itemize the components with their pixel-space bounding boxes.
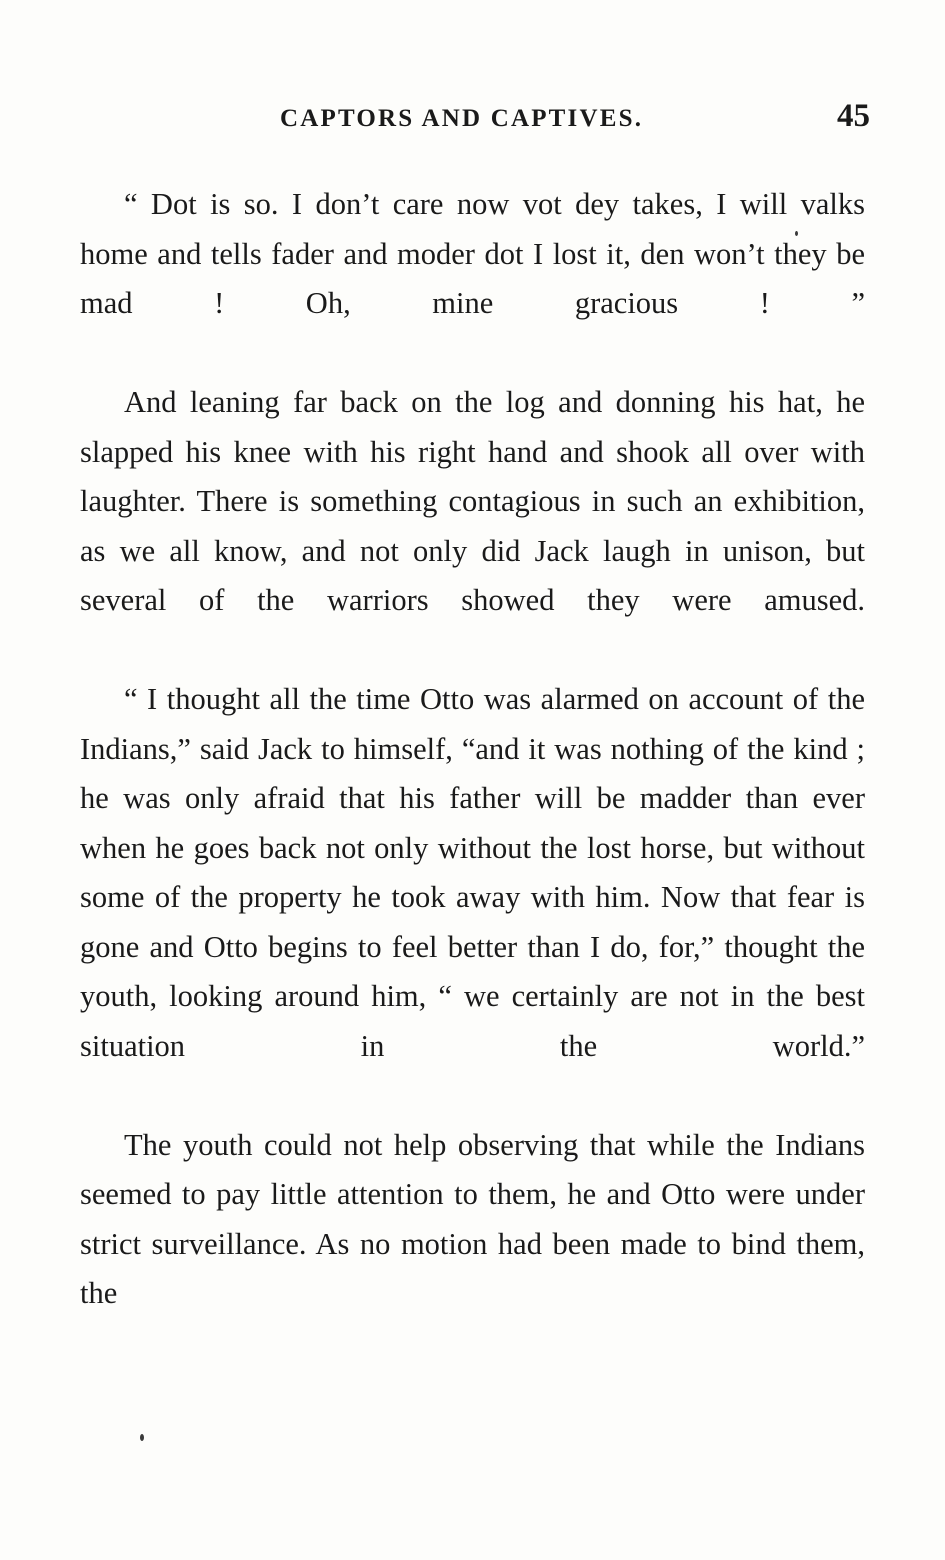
page-header — [80, 100, 870, 133]
print-speck — [795, 231, 798, 236]
running-head: CAPTORS AND CAPTIVES. — [280, 105, 644, 132]
paragraph: The youth could not help observing that while the Indians seemed to pay little attention to them, he and Otto were under strict surveillance. As no motion had been made to bind them, the — [80, 1127, 865, 1310]
print-speck — [140, 1434, 144, 1441]
body-text — [80, 180, 865, 1368]
page-number: 45 — [837, 98, 870, 134]
paragraph: “ Dot is so. I don’t care now vot dey takes, I will valks home and tells fader and moder dot I lost it, den won’t they be mad ! Oh, mine gracious ! ” — [80, 187, 865, 320]
paragraph: And leaning far back on the log and donning his hat, he slapped his knee with his right hand and shook all over with laughter. There is something contagious in such an exhibition, as we all know, and not only did Jack laugh in unison, but several of the warriors showed they were amused. — [80, 385, 865, 617]
paragraph: “ I thought all the time Otto was alarmed on account of the Indians,” said Jack to himself, “and it was nothing of the kind ; he was only afraid that his father will be madder than ever when he goes back not only without the lost horse, but without some of the property he took away with him. Now that fear is gone and Otto begins to feel better than I do, for,” thought the youth, looking around him, “ we certainly are not in the best situation in the world.” — [80, 682, 865, 1063]
